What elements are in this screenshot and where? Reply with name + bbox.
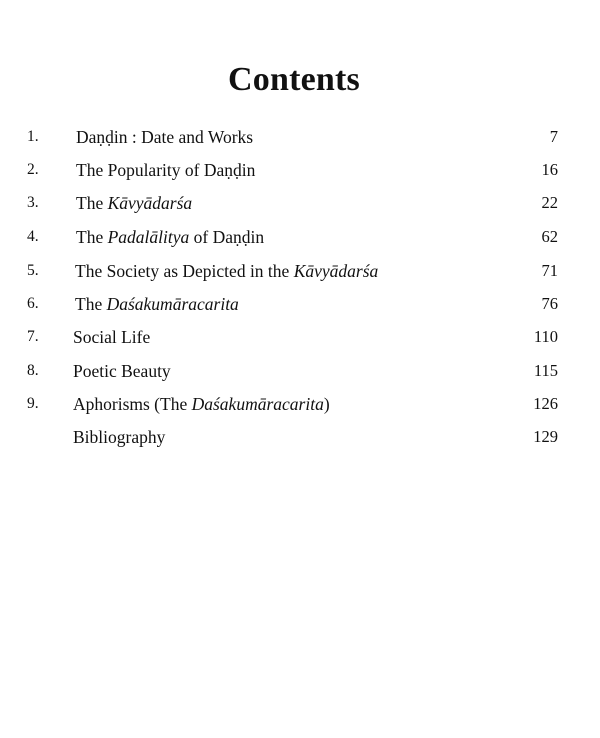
entry-page-number: 22 [541, 193, 558, 212]
entry-number: 8. [27, 362, 39, 379]
entry-title: Social Life [73, 327, 151, 347]
entry-page-number: 76 [541, 294, 558, 313]
toc-entry-2[interactable] [0, 156, 600, 184]
entry-page-number: 126 [533, 394, 558, 413]
entry-number: 9. [27, 395, 39, 412]
entry-number: 1. [27, 128, 39, 145]
page-title: Contents [228, 61, 360, 98]
entry-number: 7. [27, 328, 39, 345]
entry-title: The Popularity of Daṇḍin [76, 160, 256, 180]
entry-number: 6. [27, 295, 39, 312]
entry-page-number: 62 [541, 227, 558, 246]
entry-title: Bibliography [73, 427, 166, 447]
entry-page-number: 129 [533, 427, 558, 446]
entry-page-number: 115 [533, 361, 558, 380]
entry-page-number: 16 [541, 160, 558, 179]
entry-page-number: 110 [533, 327, 558, 346]
entry-number: 2. [27, 161, 39, 178]
entry-title: Aphorisms (The Daśakumāracarita) [73, 394, 330, 414]
toc-entry-4[interactable] [0, 223, 600, 251]
entry-title: Poetic Beauty [73, 361, 171, 381]
toc-entry-1[interactable] [0, 123, 600, 151]
entry-number: 3. [27, 194, 39, 211]
toc-entry-bibliography[interactable] [0, 423, 600, 451]
toc-entry-3[interactable] [0, 189, 600, 217]
entry-title: The Daśakumāracarita [75, 294, 239, 314]
toc-entry-7[interactable] [0, 323, 600, 351]
entry-title: Daṇḍin : Date and Works [76, 127, 254, 147]
entry-title: The Society as Depicted in the Kāvyādarśa [75, 261, 379, 281]
entry-title: The Kāvyādarśa [76, 193, 193, 213]
toc-entry-5[interactable] [0, 257, 600, 285]
toc-entry-8[interactable] [0, 357, 600, 385]
entry-number: 4. [27, 228, 39, 245]
toc-entry-6[interactable] [0, 290, 600, 318]
entry-page-number: 7 [549, 127, 558, 146]
entry-number: 5. [27, 262, 39, 279]
entry-title: The Padalālitya of Daṇḍin [76, 227, 265, 247]
toc-entry-9[interactable] [0, 390, 600, 418]
entry-page-number: 71 [541, 261, 558, 280]
